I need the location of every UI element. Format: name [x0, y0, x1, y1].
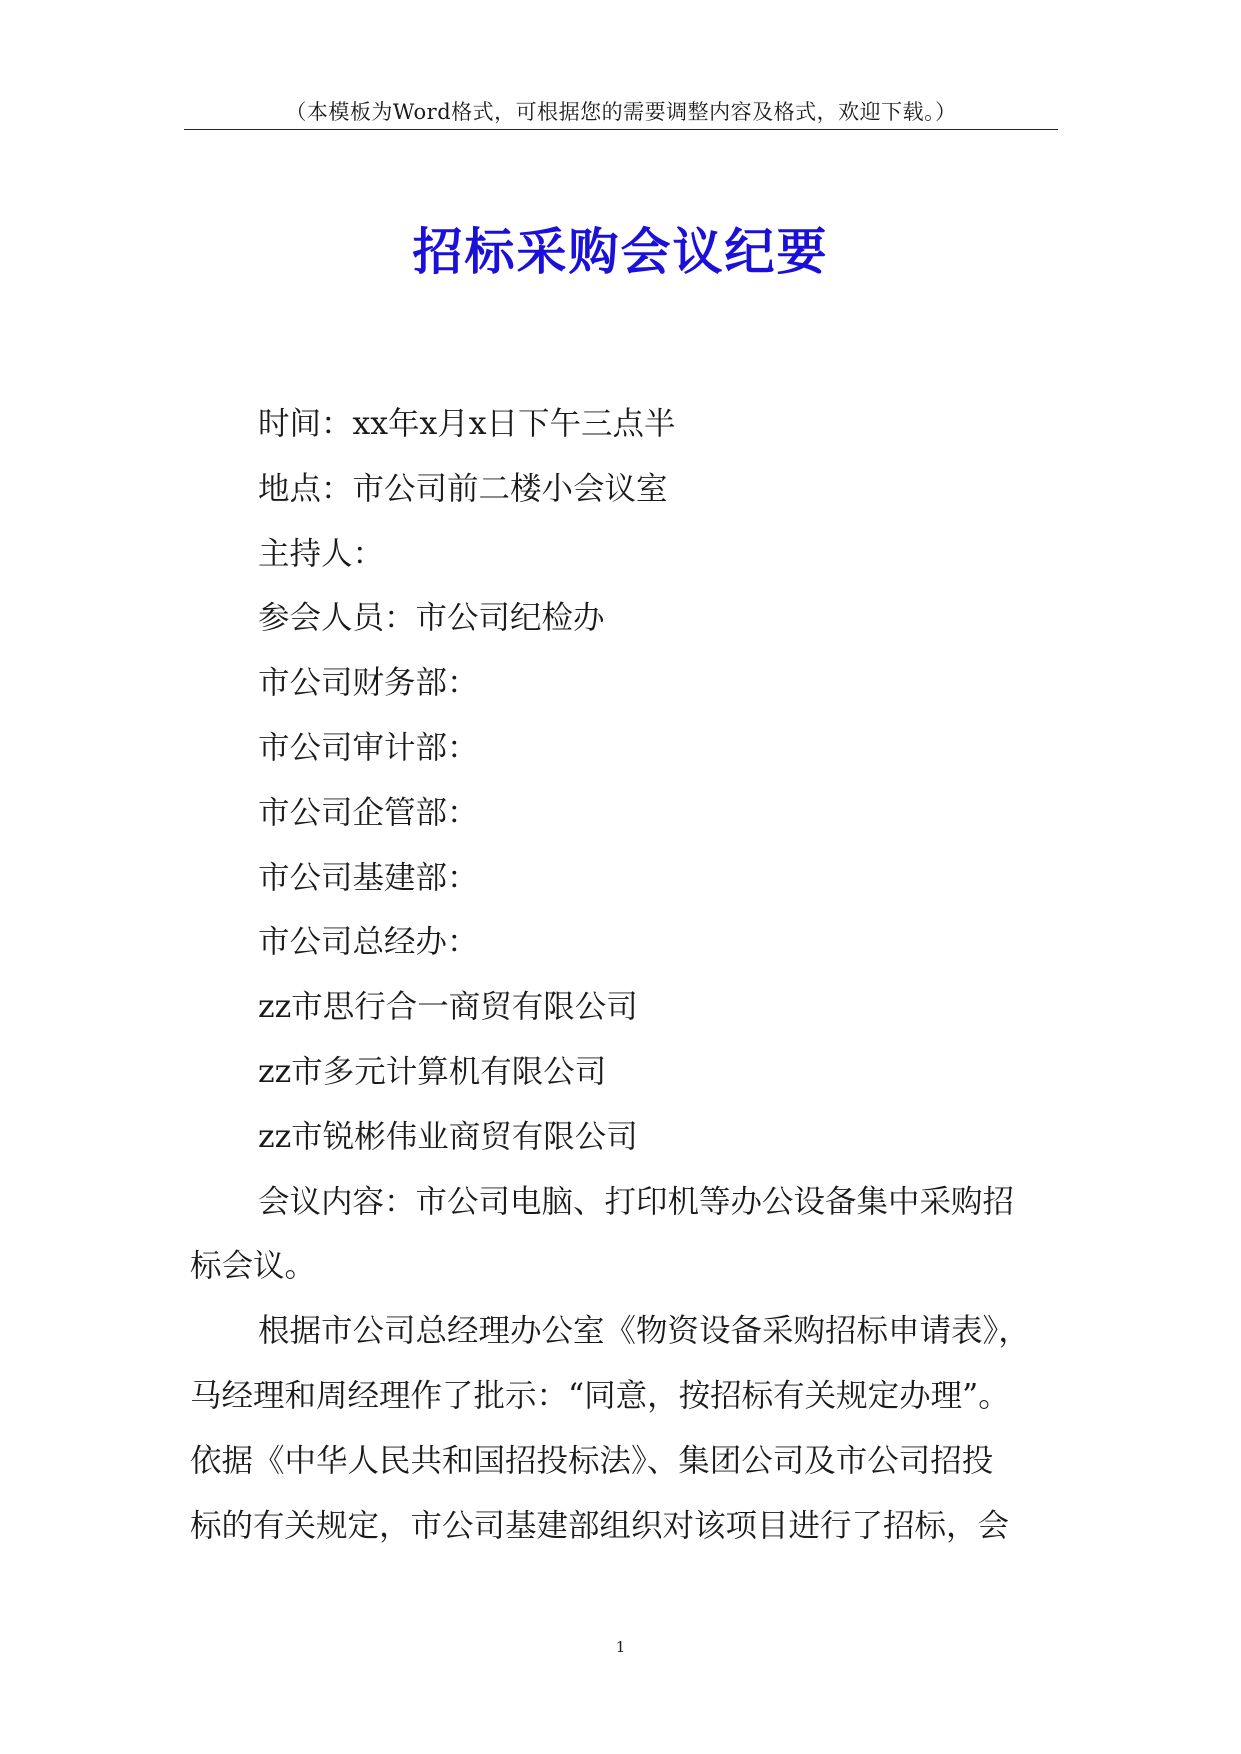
paragraph-line-4: 标的有关规定，市公司基建部组织对该项目进行了招标，会 — [190, 1507, 1010, 1544]
attendee-construction: 市公司基建部： — [258, 859, 479, 896]
header-note: （本模板为Word格式，可根据您的需要调整内容及格式，欢迎下载。） — [285, 100, 957, 124]
document-body — [190, 392, 1070, 1558]
paragraph-line-1: 根据市公司总经理办公室《物资设备采购招标申请表》， — [258, 1313, 1030, 1350]
meeting-time: 时间：xx年x月x日下午三点半 — [258, 406, 676, 442]
meeting-location: 地点：市公司前二楼小会议室 — [258, 470, 668, 507]
meeting-content-line-1: 会议内容：市公司电脑、打印机等办公设备集中采购招 — [258, 1183, 1015, 1220]
attendee-management: 市公司企管部： — [258, 794, 479, 831]
attendee-finance: 市公司财务部： — [258, 665, 479, 702]
company-line-3: zz市锐彬伟业商贸有限公司 — [258, 1118, 638, 1155]
attendees-line: 参会人员：市公司纪检办 — [258, 600, 605, 637]
document-title: 招标采购会议纪要 — [412, 222, 829, 281]
meeting-content-line-2: 标会议。 — [190, 1248, 317, 1285]
company-line-1: zz市思行合一商贸有限公司 — [258, 989, 638, 1026]
header-divider — [184, 129, 1058, 130]
attendee-audit: 市公司审计部： — [258, 729, 479, 766]
attendee-general-office: 市公司总经办： — [258, 924, 479, 961]
paragraph-line-2: 马经理和周经理作了批示：“同意，按招标有关规定办理”。 — [190, 1377, 1010, 1414]
company-line-2: zz市多元计算机有限公司 — [258, 1053, 607, 1090]
meeting-host: 主持人： — [258, 535, 385, 572]
paragraph-line-3: 依据《中华人民共和国招投标法》、集团公司及市公司招投 — [190, 1442, 994, 1479]
page-number: 1 — [615, 1638, 626, 1656]
